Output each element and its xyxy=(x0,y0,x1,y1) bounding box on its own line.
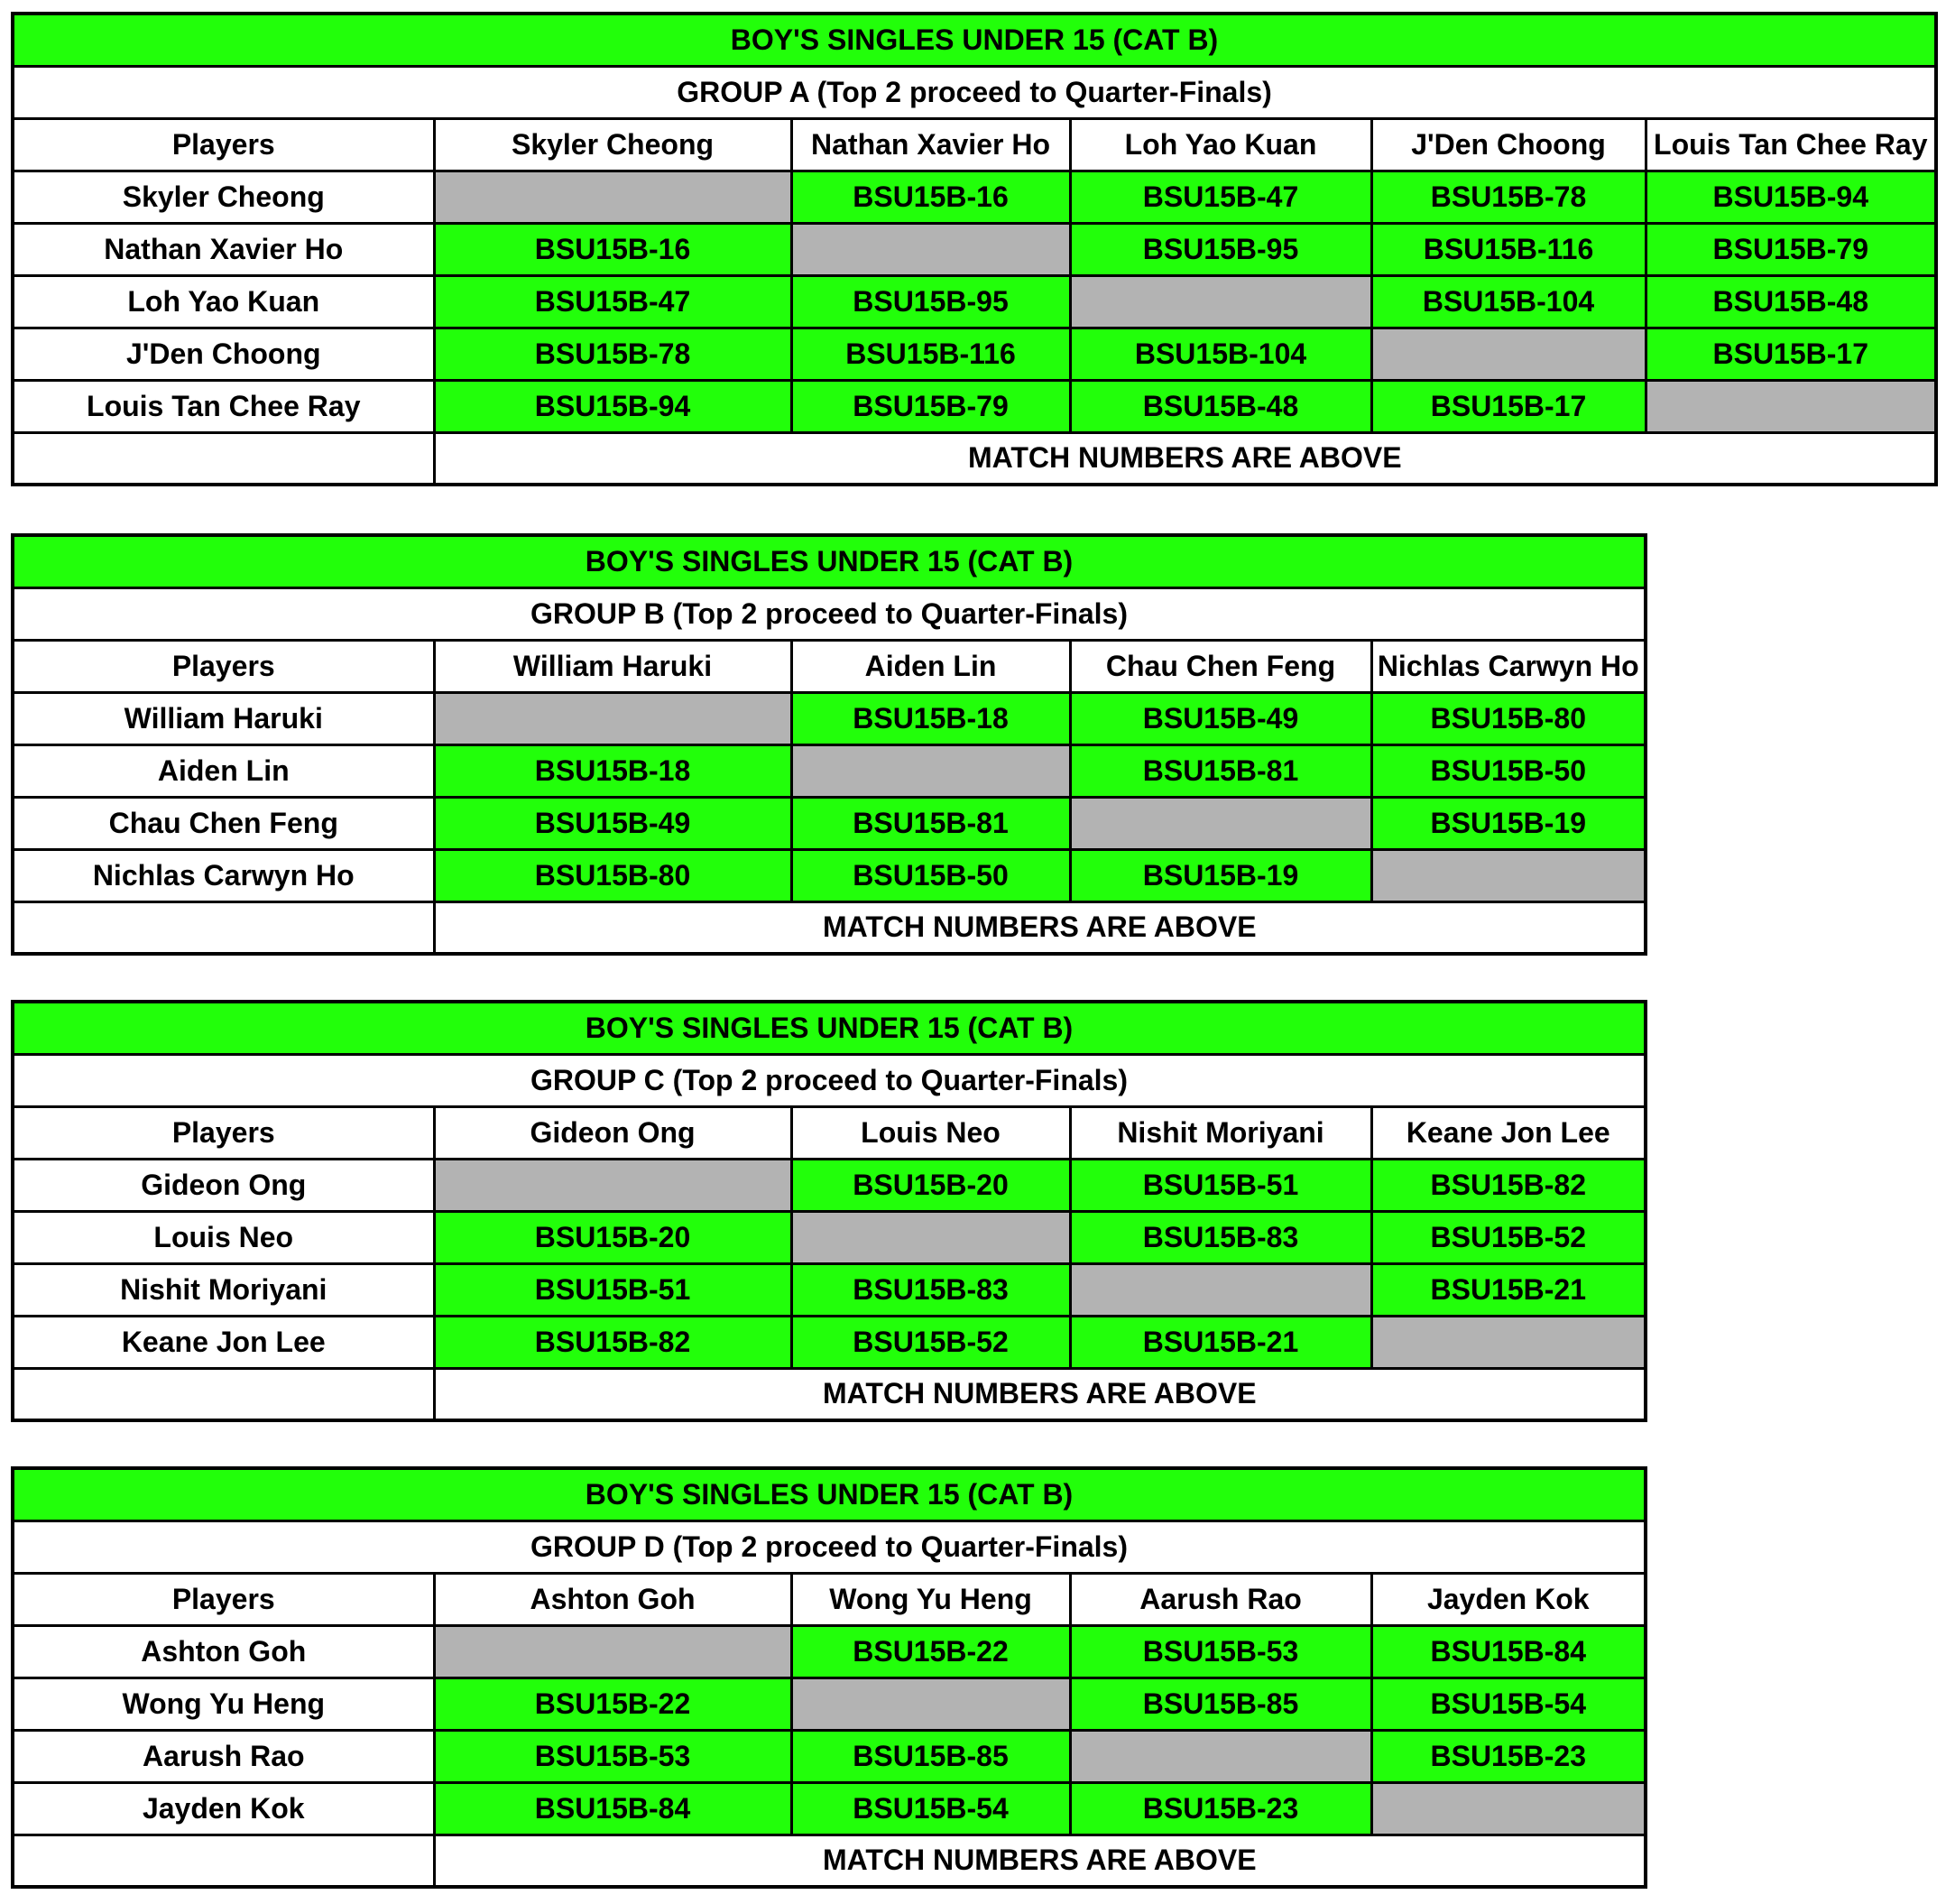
self-match-cell xyxy=(791,223,1070,275)
player-row xyxy=(13,223,1936,275)
table-title: BOY'S SINGLES UNDER 15 (CAT B) xyxy=(13,1468,1646,1520)
header-row xyxy=(13,1573,1646,1625)
player-row xyxy=(13,1263,1646,1316)
column-header-player: Keane Jon Lee xyxy=(1371,1106,1646,1159)
match-number-cell: BSU15B-84 xyxy=(434,1782,791,1835)
group-subtitle: GROUP C (Top 2 proceed to Quarter-Finals) xyxy=(13,1054,1646,1106)
group-a-table xyxy=(11,12,1938,486)
column-header-player: Nathan Xavier Ho xyxy=(791,118,1070,171)
match-number-cell: BSU15B-82 xyxy=(1371,1159,1646,1211)
match-number-cell: BSU15B-52 xyxy=(791,1316,1070,1368)
footer-row xyxy=(13,1835,1646,1887)
row-header-player: Nathan Xavier Ho xyxy=(13,223,434,275)
match-number-cell: BSU15B-81 xyxy=(791,797,1070,849)
row-header-player: Louis Neo xyxy=(13,1211,434,1263)
match-number-cell: BSU15B-21 xyxy=(1371,1263,1646,1316)
footer-row xyxy=(13,1368,1646,1420)
player-row xyxy=(13,275,1936,328)
player-row xyxy=(13,1625,1646,1678)
column-header-player: William Haruki xyxy=(434,640,791,692)
row-header-player: Gideon Ong xyxy=(13,1159,434,1211)
match-number-cell: BSU15B-85 xyxy=(1070,1678,1371,1730)
match-number-cell: BSU15B-50 xyxy=(1371,744,1646,797)
match-number-cell: BSU15B-19 xyxy=(1371,797,1646,849)
self-match-cell xyxy=(1371,328,1646,380)
column-header-player: Gideon Ong xyxy=(434,1106,791,1159)
title-row xyxy=(13,1002,1646,1054)
player-row xyxy=(13,171,1936,223)
self-match-cell xyxy=(1070,1263,1371,1316)
match-number-cell: BSU15B-53 xyxy=(434,1730,791,1782)
self-match-cell xyxy=(434,1159,791,1211)
column-header-player: Wong Yu Heng xyxy=(791,1573,1070,1625)
players-header: Players xyxy=(13,118,434,171)
group-subtitle: GROUP A (Top 2 proceed to Quarter-Finals) xyxy=(13,66,1936,118)
footer-note: MATCH NUMBERS ARE ABOVE xyxy=(434,901,1646,954)
subtitle-row xyxy=(13,587,1646,640)
match-number-cell: BSU15B-81 xyxy=(1070,744,1371,797)
self-match-cell xyxy=(434,692,791,744)
match-number-cell: BSU15B-78 xyxy=(434,328,791,380)
column-header-player: Nishit Moriyani xyxy=(1070,1106,1371,1159)
group-c-table xyxy=(11,1000,1647,1422)
header-row xyxy=(13,640,1646,692)
player-row xyxy=(13,1159,1646,1211)
match-number-cell: BSU15B-20 xyxy=(434,1211,791,1263)
match-number-cell: BSU15B-50 xyxy=(791,849,1070,901)
match-number-cell: BSU15B-22 xyxy=(791,1625,1070,1678)
match-number-cell: BSU15B-116 xyxy=(791,328,1070,380)
player-row xyxy=(13,692,1646,744)
row-header-player: Jayden Kok xyxy=(13,1782,434,1835)
player-row xyxy=(13,328,1936,380)
match-number-cell: BSU15B-52 xyxy=(1371,1211,1646,1263)
match-number-cell: BSU15B-84 xyxy=(1371,1625,1646,1678)
self-match-cell xyxy=(1371,1782,1646,1835)
match-number-cell: BSU15B-17 xyxy=(1371,380,1646,432)
row-header-player: Louis Tan Chee Ray xyxy=(13,380,434,432)
match-number-cell: BSU15B-116 xyxy=(1371,223,1646,275)
self-match-cell xyxy=(791,1211,1070,1263)
match-number-cell: BSU15B-51 xyxy=(434,1263,791,1316)
match-number-cell: BSU15B-20 xyxy=(791,1159,1070,1211)
row-header-player: J'Den Choong xyxy=(13,328,434,380)
match-number-cell: BSU15B-104 xyxy=(1070,328,1371,380)
self-match-cell xyxy=(791,1678,1070,1730)
column-header-player: Aiden Lin xyxy=(791,640,1070,692)
match-number-cell: BSU15B-80 xyxy=(434,849,791,901)
player-row xyxy=(13,797,1646,849)
subtitle-row xyxy=(13,66,1936,118)
match-number-cell: BSU15B-94 xyxy=(1646,171,1936,223)
match-number-cell: BSU15B-80 xyxy=(1371,692,1646,744)
group-subtitle: GROUP D (Top 2 proceed to Quarter-Finals) xyxy=(13,1520,1646,1573)
match-number-cell: BSU15B-79 xyxy=(791,380,1070,432)
match-number-cell: BSU15B-49 xyxy=(434,797,791,849)
footer-note: MATCH NUMBERS ARE ABOVE xyxy=(434,432,1936,485)
self-match-cell xyxy=(1371,849,1646,901)
player-row xyxy=(13,744,1646,797)
subtitle-row xyxy=(13,1054,1646,1106)
footer-note: MATCH NUMBERS ARE ABOVE xyxy=(434,1835,1646,1887)
player-row xyxy=(13,1730,1646,1782)
match-number-cell: BSU15B-22 xyxy=(434,1678,791,1730)
row-header-player: Chau Chen Feng xyxy=(13,797,434,849)
player-row xyxy=(13,1782,1646,1835)
match-number-cell: BSU15B-21 xyxy=(1070,1316,1371,1368)
self-match-cell xyxy=(434,171,791,223)
match-number-cell: BSU15B-49 xyxy=(1070,692,1371,744)
footer-blank-cell xyxy=(13,1368,434,1420)
row-header-player: Skyler Cheong xyxy=(13,171,434,223)
footer-row xyxy=(13,901,1646,954)
row-header-player: Loh Yao Kuan xyxy=(13,275,434,328)
group-subtitle: GROUP B (Top 2 proceed to Quarter-Finals) xyxy=(13,587,1646,640)
players-header: Players xyxy=(13,1106,434,1159)
row-header-player: Nichlas Carwyn Ho xyxy=(13,849,434,901)
row-header-player: William Haruki xyxy=(13,692,434,744)
match-number-cell: BSU15B-16 xyxy=(791,171,1070,223)
match-number-cell: BSU15B-85 xyxy=(791,1730,1070,1782)
match-number-cell: BSU15B-54 xyxy=(791,1782,1070,1835)
column-header-player: Ashton Goh xyxy=(434,1573,791,1625)
match-number-cell: BSU15B-53 xyxy=(1070,1625,1371,1678)
row-header-player: Aarush Rao xyxy=(13,1730,434,1782)
column-header-player: Aarush Rao xyxy=(1070,1573,1371,1625)
column-header-player: Loh Yao Kuan xyxy=(1070,118,1371,171)
match-number-cell: BSU15B-51 xyxy=(1070,1159,1371,1211)
subtitle-row xyxy=(13,1520,1646,1573)
match-number-cell: BSU15B-48 xyxy=(1646,275,1936,328)
row-header-player: Keane Jon Lee xyxy=(13,1316,434,1368)
row-header-player: Ashton Goh xyxy=(13,1625,434,1678)
match-number-cell: BSU15B-79 xyxy=(1646,223,1936,275)
self-match-cell xyxy=(434,1625,791,1678)
match-number-cell: BSU15B-94 xyxy=(434,380,791,432)
column-header-player: Louis Tan Chee Ray xyxy=(1646,118,1936,171)
title-row xyxy=(13,535,1646,587)
self-match-cell xyxy=(1371,1316,1646,1368)
match-number-cell: BSU15B-82 xyxy=(434,1316,791,1368)
column-header-player: J'Den Choong xyxy=(1371,118,1646,171)
table-title: BOY'S SINGLES UNDER 15 (CAT B) xyxy=(13,535,1646,587)
player-row xyxy=(13,1316,1646,1368)
footer-note: MATCH NUMBERS ARE ABOVE xyxy=(434,1368,1646,1420)
player-row xyxy=(13,849,1646,901)
column-header-player: Chau Chen Feng xyxy=(1070,640,1371,692)
match-number-cell: BSU15B-18 xyxy=(791,692,1070,744)
header-row xyxy=(13,1106,1646,1159)
match-number-cell: BSU15B-95 xyxy=(791,275,1070,328)
match-number-cell: BSU15B-83 xyxy=(1070,1211,1371,1263)
column-header-player: Skyler Cheong xyxy=(434,118,791,171)
table-title: BOY'S SINGLES UNDER 15 (CAT B) xyxy=(13,1002,1646,1054)
title-row xyxy=(13,1468,1646,1520)
match-number-cell: BSU15B-83 xyxy=(791,1263,1070,1316)
match-number-cell: BSU15B-47 xyxy=(1070,171,1371,223)
match-number-cell: BSU15B-48 xyxy=(1070,380,1371,432)
players-header: Players xyxy=(13,1573,434,1625)
footer-blank-cell xyxy=(13,901,434,954)
match-number-cell: BSU15B-19 xyxy=(1070,849,1371,901)
column-header-player: Jayden Kok xyxy=(1371,1573,1646,1625)
table-title: BOY'S SINGLES UNDER 15 (CAT B) xyxy=(13,14,1936,66)
column-header-player: Louis Neo xyxy=(791,1106,1070,1159)
match-number-cell: BSU15B-78 xyxy=(1371,171,1646,223)
row-header-player: Wong Yu Heng xyxy=(13,1678,434,1730)
player-row xyxy=(13,1678,1646,1730)
self-match-cell xyxy=(1070,275,1371,328)
group-b-table xyxy=(11,533,1647,956)
match-number-cell: BSU15B-16 xyxy=(434,223,791,275)
player-row xyxy=(13,1211,1646,1263)
self-match-cell xyxy=(791,744,1070,797)
footer-row xyxy=(13,432,1936,485)
match-number-cell: BSU15B-17 xyxy=(1646,328,1936,380)
group-d-table xyxy=(11,1466,1647,1889)
footer-blank-cell xyxy=(13,432,434,485)
self-match-cell xyxy=(1070,1730,1371,1782)
header-row xyxy=(13,118,1936,171)
match-number-cell: BSU15B-23 xyxy=(1371,1730,1646,1782)
row-header-player: Nishit Moriyani xyxy=(13,1263,434,1316)
match-number-cell: BSU15B-95 xyxy=(1070,223,1371,275)
match-number-cell: BSU15B-54 xyxy=(1371,1678,1646,1730)
match-number-cell: BSU15B-104 xyxy=(1371,275,1646,328)
row-header-player: Aiden Lin xyxy=(13,744,434,797)
match-number-cell: BSU15B-18 xyxy=(434,744,791,797)
column-header-player: Nichlas Carwyn Ho xyxy=(1371,640,1646,692)
players-header: Players xyxy=(13,640,434,692)
player-row xyxy=(13,380,1936,432)
self-match-cell xyxy=(1646,380,1936,432)
match-number-cell: BSU15B-47 xyxy=(434,275,791,328)
title-row xyxy=(13,14,1936,66)
footer-blank-cell xyxy=(13,1835,434,1887)
self-match-cell xyxy=(1070,797,1371,849)
match-number-cell: BSU15B-23 xyxy=(1070,1782,1371,1835)
